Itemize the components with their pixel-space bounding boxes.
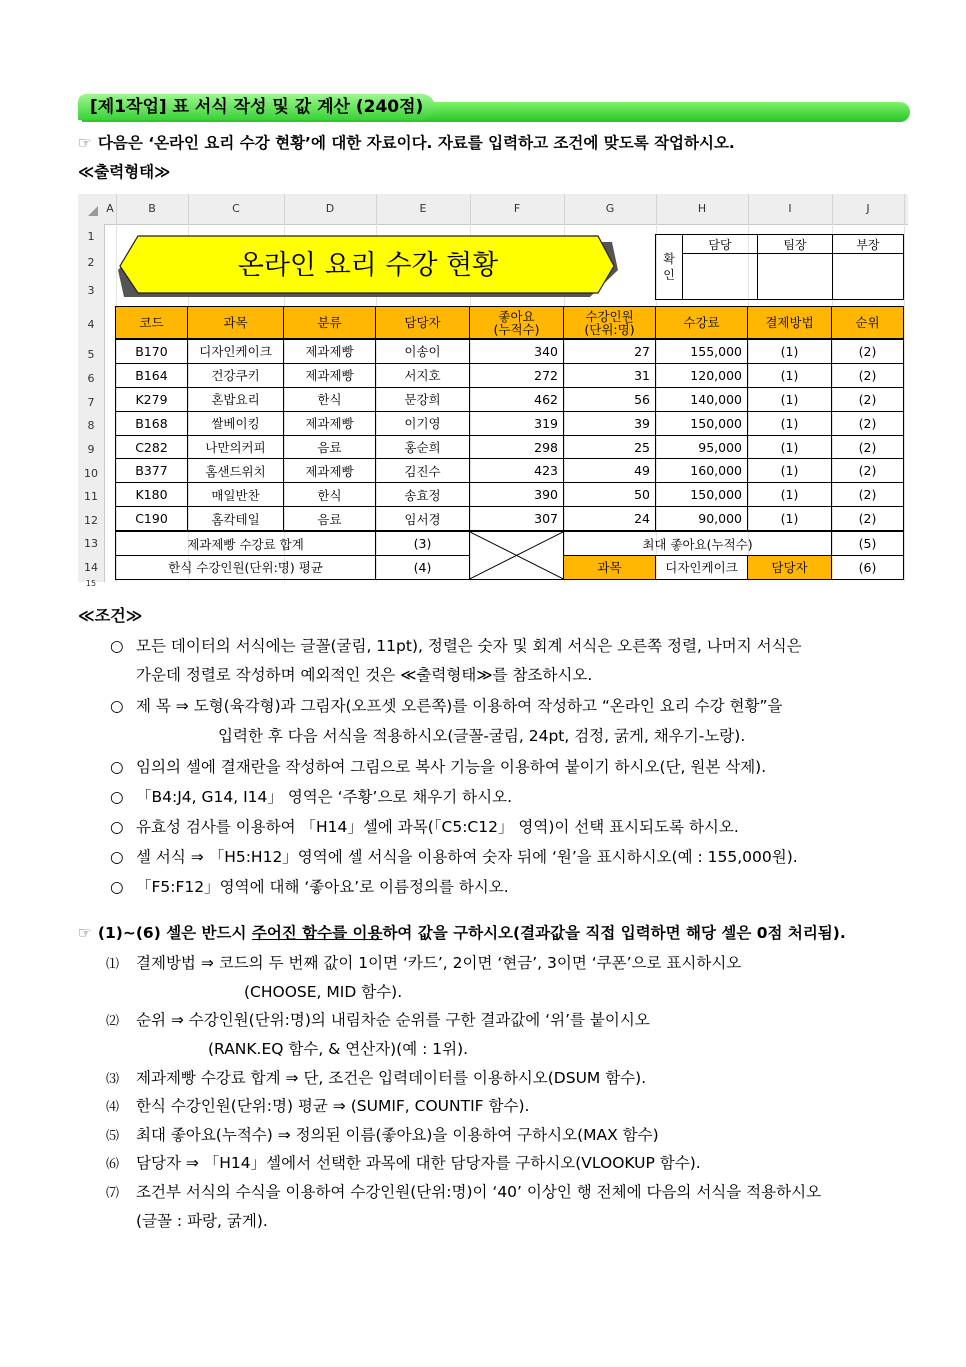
- function-item: ⑸ 최대 좋아요(누적수) ⇒ 정의된 이름(좋아요)을 이용하여 구하시오(MAX 함수): [106, 1126, 659, 1144]
- col-header-e[interactable]: E: [376, 194, 471, 224]
- function-item: ⑵ 순위 ⇒ 수강인원(단위:명)의 내림차순 순위를 구한 결과값에 ‘위’를 붙이시오: [106, 1011, 650, 1029]
- table-row: [116, 459, 904, 483]
- function-item: ⑺ 조건부 서식의 수식을 이용하여 수강인원(단위:명)이 ‘40’ 이상인 행 전체에 다음의 서식을 적용하시오: [106, 1183, 822, 1201]
- cell[interactable]: 건강쿠키: [188, 363, 284, 387]
- cell[interactable]: 319: [470, 411, 564, 435]
- cell[interactable]: B168: [116, 411, 188, 435]
- cell[interactable]: (2): [832, 507, 904, 531]
- header-line: 좋아요: [498, 308, 535, 324]
- cell[interactable]: B170: [116, 339, 188, 363]
- cell[interactable]: K180: [116, 483, 188, 507]
- cell[interactable]: 24: [564, 507, 656, 531]
- row-header[interactable]: 10: [84, 467, 98, 480]
- row-header[interactable]: 14: [84, 561, 98, 574]
- cell[interactable]: 쌀베이킹: [188, 411, 284, 435]
- cell[interactable]: 150,000: [656, 411, 748, 435]
- col-header-i[interactable]: I: [748, 194, 833, 224]
- circle-bullet-icon: ○: [110, 848, 124, 866]
- row-header[interactable]: 13: [84, 537, 98, 550]
- conditions-title: ≪조건≫: [78, 606, 143, 625]
- cell[interactable]: 56: [564, 387, 656, 411]
- cell[interactable]: 홈샌드위치: [188, 459, 284, 483]
- row-header[interactable]: 1: [87, 230, 95, 243]
- header-line: 수강인원: [585, 308, 634, 324]
- cell[interactable]: 디자인케이크: [188, 339, 284, 363]
- header-line: (단위:명): [584, 321, 635, 337]
- cell[interactable]: 95,000: [656, 435, 748, 459]
- cell[interactable]: 홈칵테일: [188, 507, 284, 531]
- cell[interactable]: (1): [748, 387, 832, 411]
- cell[interactable]: (2): [832, 339, 904, 363]
- row-header[interactable]: 4: [87, 318, 95, 331]
- col-header-j[interactable]: J: [832, 194, 905, 224]
- cell[interactable]: (2): [832, 387, 904, 411]
- cell[interactable]: 제과제빵: [284, 411, 376, 435]
- cell[interactable]: 이기영: [376, 411, 470, 435]
- cell[interactable]: 제과제빵: [284, 459, 376, 483]
- cell[interactable]: 423: [470, 459, 564, 483]
- col-header-g[interactable]: G: [564, 194, 657, 224]
- sheet-title: 온라인 요리 수강 현황: [237, 250, 499, 281]
- approval-sign-cell[interactable]: [683, 254, 758, 300]
- cell[interactable]: 문강희: [376, 387, 470, 411]
- table-row: [116, 387, 904, 411]
- lookup-result-label-cell[interactable]: 담당자: [748, 556, 832, 580]
- cell[interactable]: 김진수: [376, 459, 470, 483]
- row-header-bar: [78, 224, 105, 588]
- cell[interactable]: (2): [832, 363, 904, 387]
- header-cell[interactable]: 코드: [116, 307, 188, 340]
- cell[interactable]: (1): [748, 363, 832, 387]
- intro-text: 다음은 ‘온라인 요리 수강 현황’에 대한 자료이다. 자료를 입력하고 조건에 맞도록 작업하시오.: [97, 134, 735, 152]
- lookup-result-value-cell[interactable]: (6): [832, 556, 904, 580]
- header-line: (누적수): [493, 321, 540, 337]
- banner-title: [제1작업] 표 서식 작성 및 값 계산 (240점): [78, 94, 435, 120]
- summary-row: [116, 531, 904, 555]
- approval-box: [655, 234, 904, 300]
- col-header-c[interactable]: C: [188, 194, 285, 224]
- table-row: [116, 339, 904, 363]
- col-header-f[interactable]: F: [470, 194, 565, 224]
- sum-label-cell[interactable]: 제과제빵 수강료 합계: [116, 531, 376, 555]
- row-header[interactable]: 3: [87, 284, 95, 297]
- cell[interactable]: 27: [564, 339, 656, 363]
- cell[interactable]: 매일반찬: [188, 483, 284, 507]
- table-row: [116, 411, 904, 435]
- approval-role: 부장: [833, 235, 904, 254]
- header-cell[interactable]: 수강료: [656, 307, 748, 340]
- data-table: [115, 306, 904, 580]
- header-cell[interactable]: [564, 307, 656, 340]
- circle-bullet-icon: ○: [110, 697, 124, 715]
- crossed-empty-cell: [470, 531, 564, 579]
- table-row: [116, 507, 904, 531]
- cross-mark-icon: [470, 532, 563, 579]
- row-header[interactable]: 6: [87, 372, 95, 385]
- cell[interactable]: C190: [116, 507, 188, 531]
- cell[interactable]: 서지호: [376, 363, 470, 387]
- header-row: [116, 307, 904, 340]
- condition-item: ○ 「F5:F12」영역에 대해 ‘좋아요’로 이름정의를 하시오.: [110, 878, 509, 896]
- cell[interactable]: (2): [832, 483, 904, 507]
- output-format-label: ≪출력형태≫: [78, 163, 171, 181]
- lookup-label-cell[interactable]: 과목: [564, 556, 656, 580]
- condition-continuation: 가운데 정렬로 작성하며 예외적인 것은 ≪출력형태≫를 참조하시오.: [136, 666, 593, 684]
- cell[interactable]: 155,000: [656, 339, 748, 363]
- cell[interactable]: 한식: [284, 387, 376, 411]
- approval-label: 확 인: [656, 235, 683, 300]
- condition-item: ○ 유효성 검사를 이용하여 「H14」셀에 과목(「C5:C12」 영역)이 선택 표시되도록 하시오.: [110, 818, 739, 836]
- cell[interactable]: (1): [748, 507, 832, 531]
- function-continuation: (글꼴 : 파랑, 굵게).: [136, 1212, 268, 1230]
- header-cell[interactable]: 분류: [284, 307, 376, 340]
- circle-bullet-icon: ○: [110, 788, 124, 806]
- task-banner: [78, 94, 910, 124]
- cell[interactable]: 462: [470, 387, 564, 411]
- cell[interactable]: B377: [116, 459, 188, 483]
- column-header-bar: [78, 194, 908, 225]
- cell[interactable]: 임서경: [376, 507, 470, 531]
- cell[interactable]: 31: [564, 363, 656, 387]
- cell[interactable]: (1): [748, 339, 832, 363]
- cell[interactable]: 25: [564, 435, 656, 459]
- cell[interactable]: 90,000: [656, 507, 748, 531]
- cell[interactable]: 340: [470, 339, 564, 363]
- row-header[interactable]: 7: [87, 396, 95, 409]
- condition-item: ○ 「B4:J4, G14, I14」 영역은 ‘주황’으로 채우기 하시오.: [110, 788, 513, 806]
- header-cell[interactable]: 과목: [188, 307, 284, 340]
- cell[interactable]: 음료: [284, 435, 376, 459]
- avg-label-cell[interactable]: 한식 수강인원(단위:명) 평균: [116, 556, 376, 580]
- table-row: [116, 363, 904, 387]
- function-continuation: (CHOOSE, MID 함수).: [244, 983, 403, 1001]
- circle-bullet-icon: ○: [110, 637, 124, 655]
- col-header-b[interactable]: B: [116, 194, 189, 224]
- cell[interactable]: 나만의커피: [188, 435, 284, 459]
- approval-role: 팀장: [758, 235, 833, 254]
- condition-item: ○ 셀 서식 ⇒ 「H5:H12」영역에 셀 서식을 이용하여 숫자 뒤에 ‘원’을 표시하시오(예 : 155,000원).: [110, 848, 798, 866]
- header-cell[interactable]: 담당자: [376, 307, 470, 340]
- cell[interactable]: 홍순희: [376, 435, 470, 459]
- circle-bullet-icon: ○: [110, 878, 124, 896]
- circle-bullet-icon: ○: [110, 758, 124, 776]
- header-cell[interactable]: 순위: [832, 307, 904, 340]
- max-value-cell[interactable]: (5): [832, 531, 904, 555]
- lookup-select-cell[interactable]: 디자인케이크: [656, 556, 748, 580]
- cell[interactable]: 혼밥요리: [188, 387, 284, 411]
- row-header[interactable]: 9: [87, 443, 95, 456]
- cell[interactable]: 39: [564, 411, 656, 435]
- cell[interactable]: 송효정: [376, 483, 470, 507]
- max-label-cell[interactable]: 최대 좋아요(누적수): [564, 531, 832, 555]
- approval-role: 담당: [683, 235, 758, 254]
- cell[interactable]: 307: [470, 507, 564, 531]
- cell[interactable]: 150,000: [656, 483, 748, 507]
- cell[interactable]: B164: [116, 363, 188, 387]
- function-item: ⑹ 담당자 ⇒ 「H14」셀에서 선택한 과목에 대한 담당자를 구하시오(VLOOKUP 함수).: [106, 1154, 701, 1172]
- cell[interactable]: (1): [748, 411, 832, 435]
- col-header-h[interactable]: H: [656, 194, 749, 224]
- header-cell[interactable]: 결제방법: [748, 307, 832, 340]
- table-row: [116, 435, 904, 459]
- approval-sign-cell[interactable]: [833, 254, 904, 300]
- cell[interactable]: (2): [832, 435, 904, 459]
- approval-sign-cell[interactable]: [758, 254, 833, 300]
- note-emphasis: 주어진 함수를 이용: [251, 924, 383, 942]
- cell[interactable]: 음료: [284, 507, 376, 531]
- col-header-a[interactable]: A: [104, 194, 117, 224]
- cell[interactable]: 160,000: [656, 459, 748, 483]
- row-header[interactable]: 11: [84, 490, 98, 503]
- col-header-d[interactable]: D: [284, 194, 377, 224]
- function-item: ⑶ 제과제빵 수강료 합계 ⇒ 단, 조건은 입력데이터를 이용하시오(DSUM 함수).: [106, 1069, 647, 1087]
- row-header[interactable]: 15: [85, 579, 97, 588]
- function-note: ☞ (1)~(6) 셀은 반드시 주어진 함수를 이용하여 값을 구하시오(결과값을 직접 입력하면 해당 셀은 0점 처리됨).: [78, 924, 846, 942]
- cell[interactable]: K279: [116, 387, 188, 411]
- row-header[interactable]: 12: [84, 514, 98, 527]
- circle-bullet-icon: ○: [110, 818, 124, 836]
- cell[interactable]: C282: [116, 435, 188, 459]
- cell[interactable]: (1): [748, 459, 832, 483]
- sum-value-cell[interactable]: (3): [376, 531, 470, 555]
- table-row: [116, 483, 904, 507]
- cell[interactable]: 298: [470, 435, 564, 459]
- row-header[interactable]: 5: [87, 348, 95, 361]
- header-cell[interactable]: [470, 307, 564, 340]
- cell[interactable]: 390: [470, 483, 564, 507]
- condition-item: ○ 제 목 ⇒ 도형(육각형)과 그림자(오프셋 오른쪽)를 이용하여 작성하고 “온라인 요리 수강 현황”을: [110, 697, 783, 715]
- cell[interactable]: (1): [748, 483, 832, 507]
- pointing-hand-icon: ☞: [78, 134, 92, 152]
- cell[interactable]: (2): [832, 411, 904, 435]
- condition-item: ○ 모든 데이터의 서식에는 글꼴(굴림, 11pt), 정렬은 숫자 및 회계 서식은 오른쪽 정렬, 나머지 서식은: [110, 637, 802, 655]
- function-item: ⑴ 결제방법 ⇒ 코드의 두 번째 값이 1이면 ‘카드’, 2이면 ‘현금’, 3이면 ‘쿠폰’으로 표시하시오: [106, 954, 742, 972]
- cell[interactable]: 50: [564, 483, 656, 507]
- pointing-hand-icon: ☞: [78, 924, 92, 942]
- cell[interactable]: 272: [470, 363, 564, 387]
- cell[interactable]: 49: [564, 459, 656, 483]
- intro-line: [78, 131, 735, 153]
- condition-continuation: 입력한 후 다음 서식을 적용하시오(글꼴-굴림, 24pt, 검정, 굵게, 채우기-노랑).: [218, 727, 746, 745]
- cell[interactable]: 제과제빵: [284, 339, 376, 363]
- cell[interactable]: 제과제빵: [284, 363, 376, 387]
- function-continuation: (RANK.EQ 함수, & 연산자)(예 : 1위).: [208, 1040, 469, 1058]
- gridline: [904, 224, 905, 582]
- select-all-icon[interactable]: [88, 206, 98, 216]
- cell[interactable]: 140,000: [656, 387, 748, 411]
- cell[interactable]: 이송이: [376, 339, 470, 363]
- cell[interactable]: (1): [748, 435, 832, 459]
- condition-item: ○ 임의의 셀에 결재란을 작성하여 그림으로 복사 기능을 이용하여 붙이기 하시오(단, 원본 삭제).: [110, 758, 767, 776]
- row-header[interactable]: 2: [87, 256, 95, 269]
- row-header[interactable]: 8: [87, 419, 95, 432]
- cell[interactable]: (2): [832, 459, 904, 483]
- function-item: ⑷ 한식 수강인원(단위:명) 평균 ⇒ (SUMIF, COUNTIF 함수).: [106, 1097, 530, 1115]
- cell[interactable]: 한식: [284, 483, 376, 507]
- cell[interactable]: 120,000: [656, 363, 748, 387]
- avg-value-cell[interactable]: (4): [376, 556, 470, 580]
